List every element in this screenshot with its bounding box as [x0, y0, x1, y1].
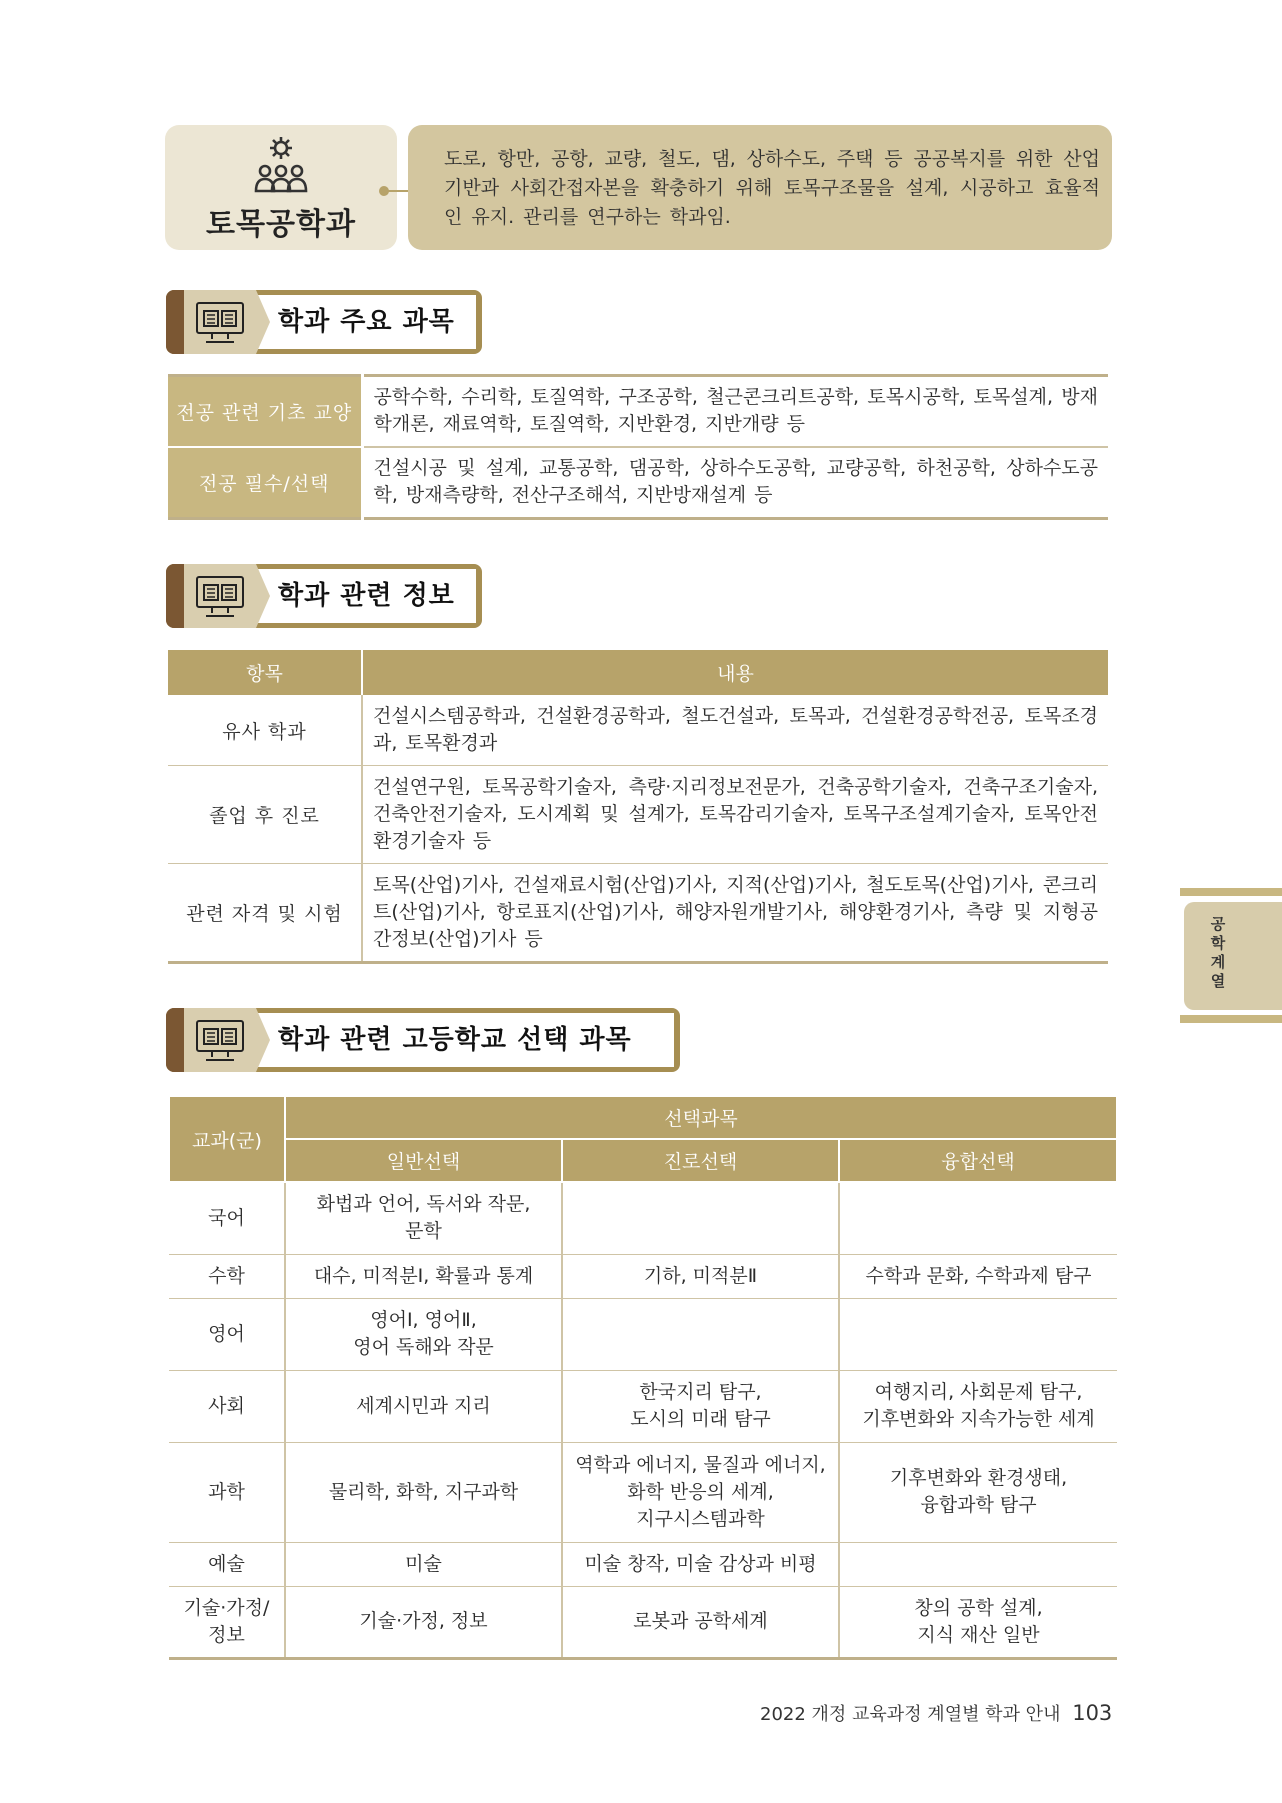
- career-cell: 미술 창작, 미술 감상과 비평: [562, 1542, 839, 1586]
- side-tab-line: [1180, 888, 1282, 896]
- career-cell: 로봇과 공학세계: [562, 1586, 839, 1658]
- table-row: [168, 766, 1108, 864]
- monitor-book-icon: [194, 300, 246, 346]
- header-content: 내용: [362, 650, 1108, 695]
- side-tab-label: 공 학 계 열: [1210, 915, 1226, 990]
- section-title: 학과 관련 고등학교 선택 과목: [278, 1025, 632, 1055]
- related-info-table: [168, 650, 1108, 964]
- row-label: 졸업 후 진로: [168, 766, 362, 864]
- general-cell: 물리학, 화학, 지구과학: [285, 1442, 562, 1542]
- section-title: 학과 주요 과목: [278, 307, 455, 337]
- row-value: 토목(산업)기사, 건설재료시험(산업)기사, 지적(산업)기사, 철도토목(산업)기사, 콘크리트(산업)기사, 항로표지(산업)기사, 해양자원개발기사, 해양환경기사, 측량 및 지형공간정보(산업)기사 등: [373, 874, 1098, 950]
- header-selection-group: 선택과목: [285, 1096, 1117, 1139]
- header-subject: 교과(군): [169, 1096, 285, 1182]
- subject-cell: 과학: [169, 1442, 285, 1542]
- table-header-row: [169, 1139, 1117, 1182]
- table-row: [169, 1442, 1117, 1542]
- header-general: 일반선택: [285, 1139, 562, 1182]
- table-header-row: [168, 650, 1108, 695]
- monitor-book-icon: [194, 1018, 246, 1064]
- high-school-subjects-table: [168, 1095, 1118, 1660]
- footer-text: 2022 개정 교육과정 계열별 학과 안내: [760, 1704, 1061, 1725]
- row-value: 공학수학, 수리학, 토질역학, 구조공학, 철근콘크리트공학, 토목시공학, 토목설계, 방재학개론, 재료역학, 토질역학, 지반환경, 지반개량 등: [362, 376, 1108, 448]
- general-cell: 영어Ⅰ, 영어Ⅱ, 영어 독해와 작문: [285, 1298, 562, 1370]
- department-name: 토목공학과: [206, 206, 356, 242]
- table-row: [169, 1586, 1117, 1658]
- subject-cell: 기술·가정/ 정보: [169, 1586, 285, 1658]
- header-career: 진로선택: [562, 1139, 839, 1182]
- career-cell: [562, 1298, 839, 1370]
- header-item: 항목: [168, 650, 362, 695]
- convergence-cell: 여행지리, 사회문제 탐구, 기후변화와 지속가능한 세계: [839, 1370, 1117, 1442]
- side-tab-line: [1180, 1015, 1282, 1023]
- career-cell: [562, 1182, 839, 1254]
- department-card: [165, 125, 397, 250]
- table-row: [169, 1542, 1117, 1586]
- general-cell: 미술: [285, 1542, 562, 1586]
- row-label: 관련 자격 및 시험: [168, 864, 362, 963]
- convergence-cell: 기후변화와 환경생태, 융합과학 탐구: [839, 1442, 1117, 1542]
- subject-cell: 수학: [169, 1254, 285, 1298]
- side-tab: [1184, 902, 1282, 1010]
- convergence-cell: [839, 1542, 1117, 1586]
- convergence-cell: 수학과 문화, 수학과제 탐구: [839, 1254, 1117, 1298]
- row-value: 건설연구원, 토목공학기술자, 측량·지리정보전문가, 건축공학기술자, 건축구조기술자, 건축안전기술자, 도시계획 및 설계가, 토목감리기술자, 토목구조설계기술자, 토목안전환경기술자 등: [362, 766, 1108, 864]
- page-footer: [760, 1700, 1112, 1726]
- major-subjects-table: [168, 374, 1108, 520]
- section-header-major-subjects: [166, 290, 482, 354]
- table-row: [169, 1370, 1117, 1442]
- section-title: 학과 관련 정보: [278, 581, 455, 611]
- table-row: [169, 1254, 1117, 1298]
- row-label: 유사 학과: [168, 695, 362, 766]
- table-header-row: [169, 1096, 1117, 1139]
- table-row: [168, 864, 1108, 963]
- table-row: [169, 1298, 1117, 1370]
- table-row: [168, 695, 1108, 766]
- engineer-team-icon: [248, 133, 314, 197]
- row-label: 전공 관련 기초 교양: [168, 376, 362, 448]
- general-cell: 대수, 미적분Ⅰ, 확률과 통계: [285, 1254, 562, 1298]
- row-label: 전공 필수/선택: [168, 447, 362, 519]
- general-cell: 세계시민과 지리: [285, 1370, 562, 1442]
- table-row: [168, 447, 1108, 519]
- career-cell: 기하, 미적분Ⅱ: [562, 1254, 839, 1298]
- table-row: [168, 376, 1108, 448]
- section-header-related-info: [166, 564, 482, 628]
- subject-cell: 국어: [169, 1182, 285, 1254]
- convergence-cell: [839, 1182, 1117, 1254]
- general-cell: 기술·가정, 정보: [285, 1586, 562, 1658]
- table-row: [169, 1182, 1117, 1254]
- department-description: 도로, 항만, 공항, 교량, 철도, 댐, 상하수도, 주택 등 공공복지를 위한 산업 기반과 사회간접자본을 확충하기 위해 토목구조물을 설계, 시공하고 효율적인 유지. 관리를 연구하는 학과임.: [408, 125, 1112, 250]
- subject-cell: 영어: [169, 1298, 285, 1370]
- row-value: 건설시공 및 설계, 교통공학, 댐공학, 상하수도공학, 교량공학, 하천공학, 상하수도공학, 방재측량학, 전산구조해석, 지반방재설계 등: [373, 457, 1098, 506]
- row-value: 건설시스템공학과, 건설환경공학과, 철도건설과, 토목과, 건설환경공학전공, 토목조경과, 토목환경과: [362, 695, 1108, 766]
- monitor-book-icon: [194, 574, 246, 620]
- page-number: 103: [1072, 1701, 1113, 1725]
- section-header-high-school: [166, 1008, 680, 1072]
- general-cell: 화법과 언어, 독서와 작문, 문학: [285, 1182, 562, 1254]
- subject-cell: 사회: [169, 1370, 285, 1442]
- header-convergence: 융합선택: [839, 1139, 1117, 1182]
- career-cell: 한국지리 탐구, 도시의 미래 탐구: [562, 1370, 839, 1442]
- convergence-cell: 창의 공학 설계, 지식 재산 일반: [914, 1596, 1043, 1646]
- convergence-cell: [839, 1298, 1117, 1370]
- subject-cell: 예술: [169, 1542, 285, 1586]
- career-cell: 역학과 에너지, 물질과 에너지, 화학 반응의 세계, 지구시스템과학: [562, 1442, 839, 1542]
